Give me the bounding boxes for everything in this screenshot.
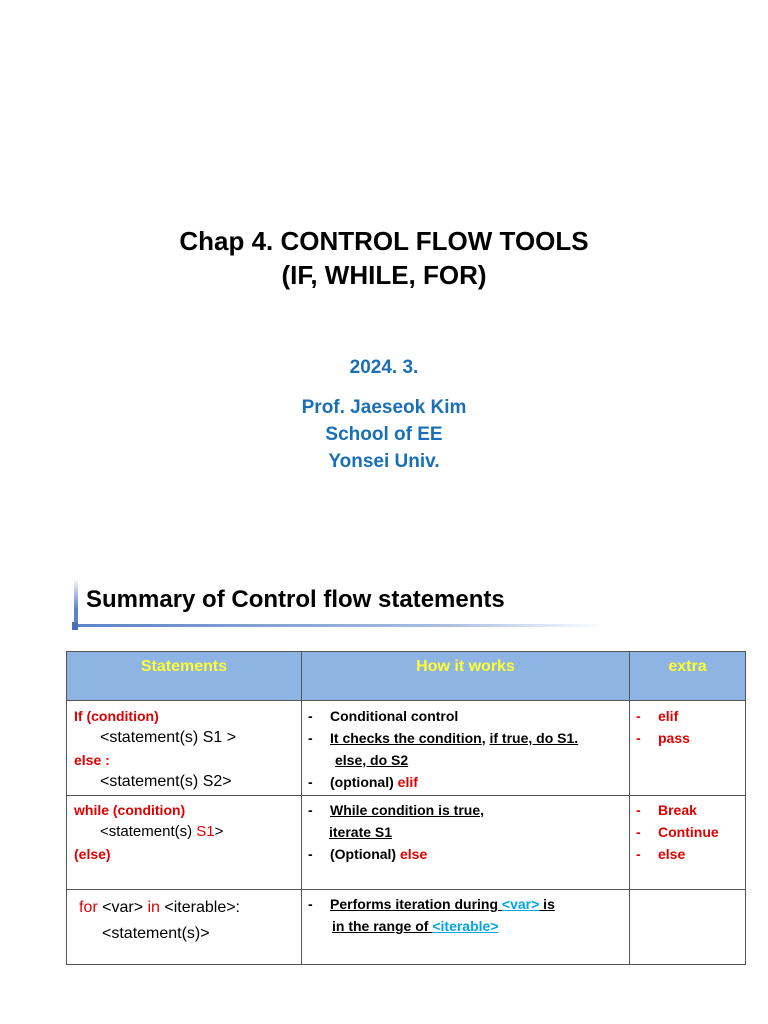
bullet-dash: -: [636, 730, 641, 746]
if-how-item-3: [302, 749, 629, 771]
for-how-text-1c: is: [539, 896, 555, 912]
while-line-3: (else): [74, 846, 111, 862]
if-how-text-2c: if true, do S1.: [489, 730, 579, 746]
if-extra-text-2: pass: [658, 730, 690, 746]
if-line-1: If (condition): [74, 708, 159, 724]
if-how-cell: [302, 701, 630, 796]
bullet-dash: -: [308, 774, 313, 790]
for-how-text-1a: Performs iteration during: [330, 896, 502, 912]
for-statements-cell: [67, 890, 302, 965]
while-line-2: [67, 821, 301, 843]
date: 2024. 3.: [349, 357, 419, 378]
bullet-dash: -: [308, 708, 313, 724]
if-how-text-4b: elif: [397, 774, 418, 790]
if-how-item-4: [302, 771, 629, 793]
table-header-row: [67, 652, 746, 701]
if-extra-item-1: [630, 705, 745, 727]
while-extra-text-2: Continue: [658, 824, 719, 840]
bullet-dash: -: [308, 846, 313, 862]
while-extra-text-3: else: [658, 846, 686, 862]
heading-underline-cap: [72, 622, 78, 630]
summary-heading: Summary of Control flow statements: [86, 586, 505, 613]
for-how-text-2b: <iterable>: [432, 918, 499, 934]
while-line-2b: S1: [196, 823, 215, 840]
header-extra: extra: [630, 652, 746, 701]
for-line-2: <statement(s)>: [102, 925, 210, 942]
while-line-2a: <statement(s): [100, 823, 197, 840]
if-line-4: <statement(s) S2>: [100, 773, 232, 790]
bullet-dash: -: [636, 802, 641, 818]
while-extra-item-1: [630, 799, 745, 821]
school: School of EE: [325, 424, 443, 445]
header-statements: Statements: [67, 652, 302, 701]
for-how-item-2: [302, 915, 629, 937]
for-line-1b: <var>: [102, 899, 144, 916]
if-extra-text-1: elif: [658, 708, 679, 724]
title-line-2: (IF, WHILE, FOR): [281, 260, 487, 290]
if-line-3: else :: [74, 752, 110, 768]
if-line-2: <statement(s) S1 >: [100, 729, 237, 746]
summary-table: [66, 651, 746, 965]
while-line-2c: >: [214, 823, 224, 840]
while-statements-cell: [67, 796, 302, 890]
if-statements-cell: [67, 701, 302, 796]
if-how-text-2b: ,: [481, 730, 490, 746]
for-line-1: [67, 895, 301, 921]
if-how-item-2: [302, 727, 629, 749]
for-how-text-2a: in the range of: [332, 918, 433, 934]
while-extra-item-2: [630, 821, 745, 843]
if-extra-item-2: [630, 727, 745, 749]
author: Prof. Jaeseok Kim: [301, 397, 467, 418]
while-line-1: while (condition): [74, 802, 186, 818]
title-line-1: Chap 4. CONTROL FLOW TOOLS: [179, 226, 589, 256]
while-extra-item-3: [630, 843, 745, 865]
while-extra-text-1: Break: [658, 802, 697, 818]
while-how-text-3a: (Optional): [330, 846, 400, 862]
for-how-cell: [302, 890, 630, 965]
bullet-dash: -: [636, 708, 641, 724]
for-line-1a: for: [79, 899, 103, 916]
while-how-text-2: iterate S1: [329, 824, 393, 840]
bullet-dash: -: [308, 802, 313, 818]
bullet-dash: -: [636, 846, 641, 862]
table-row-if: [67, 701, 746, 796]
if-how-text-1: Conditional control: [330, 708, 459, 724]
if-how-text-2a: It checks the condition: [330, 730, 482, 746]
for-how-item-1: [302, 893, 629, 915]
for-extra-cell: [630, 890, 746, 965]
if-how-text-3: else, do S2: [335, 752, 409, 768]
while-how-item-3: [302, 843, 629, 865]
while-extra-cell: [630, 796, 746, 890]
heading-underline: [74, 624, 606, 627]
while-how-item-2: [302, 821, 629, 843]
bullet-dash: -: [308, 896, 313, 912]
while-how-cell: [302, 796, 630, 890]
for-line-1c: in: [143, 899, 165, 916]
if-how-item-1: [302, 705, 629, 727]
header-how-it-works: How it works: [302, 652, 630, 701]
if-extra-cell: [630, 701, 746, 796]
bullet-dash: -: [308, 730, 313, 746]
while-how-text-3b: else: [400, 846, 428, 862]
bullet-dash: -: [636, 824, 641, 840]
while-how-item-1: [302, 799, 629, 821]
for-line-1d: <iterable>:: [164, 899, 240, 916]
for-how-text-1b: <var>: [501, 896, 540, 912]
while-how-text-1: While condition is true,: [330, 802, 484, 818]
if-how-text-4a: (optional): [330, 774, 398, 790]
university: Yonsei Univ.: [328, 451, 440, 472]
table-row-while: [67, 796, 746, 890]
table-row-for: [67, 890, 746, 965]
